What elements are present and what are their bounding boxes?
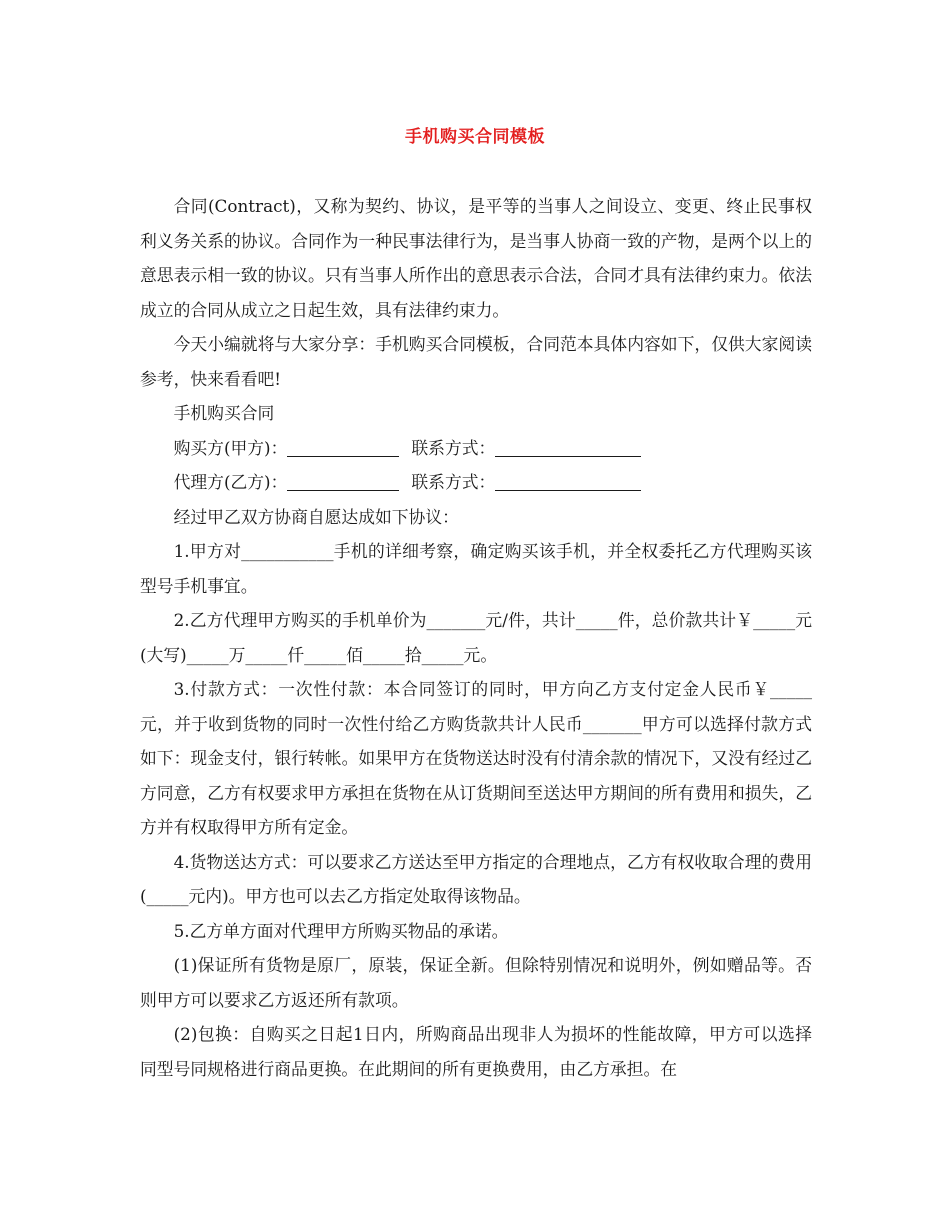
clause-2: 2.乙方代理甲方购买的手机单价为_______元/件，共计_____件，总价款共计￥_____元(大写)_____万_____仟_____佰_____拾_____元。 — [140, 610, 812, 665]
contract-heading: 手机购买合同 — [173, 403, 275, 423]
agent-contact-label: 联系方式： — [411, 472, 496, 492]
clause-1: 1.甲方对___________手机的详细考察，确定购买该手机，并全权委托乙方代理购买该型号手机事宜。 — [140, 541, 812, 596]
clause-5-item-1: (1)保证所有货物是原厂，原装，保证全新。但除特别情况和说明外，例如赠品等。否则甲方可以要求乙方返还所有款项。 — [140, 955, 812, 1010]
clause-4: 4.货物送达方式：可以要求乙方送达至甲方指定的合理地点，乙方有权收取合理的费用(_____元内)。甲方也可以去乙方指定处取得该物品。 — [140, 851, 812, 906]
document-body — [140, 189, 812, 1086]
intro-paragraph-1: 合同(Contract)，又称为契约、协议，是平等的当事人之间设立、变更、终止民事权利义务关系的协议。合同作为一种民事法律行为，是当事人协商一致的产物，是两个以上的意思表示相一致的协议。只有当事人所作出的意思表示合法，合同才具有法律约束力。依法成立的合同从成立之日起生效，具有法律约束力。 — [140, 196, 812, 320]
agent-row — [140, 465, 812, 500]
buyer-row — [140, 431, 812, 466]
clause-5-item-2: (2)包换：自购买之日起1日内，所购商品出现非人为损坏的性能故障，甲方可以选择同型号同规格进行商品更换。在此期间的所有更换费用，由乙方承担。在 — [140, 1024, 812, 1079]
clause-5: 5.乙方单方面对代理甲方所购买物品的承诺。 — [173, 920, 509, 941]
intro-paragraph-2: 今天小编就将与大家分享：手机购买合同模板，合同范本具体内容如下，仅供大家阅读参考，快来看看吧! — [140, 334, 812, 389]
buyer-contact-blank — [495, 438, 641, 457]
buyer-label: 购买方(甲方)： — [173, 437, 288, 458]
buyer-contact-label: 联系方式： — [411, 437, 496, 458]
agent-contact-blank — [495, 472, 641, 491]
agent-name-blank — [287, 472, 399, 491]
agent-label: 代理方(乙方)： — [173, 472, 288, 492]
buyer-name-blank — [287, 438, 399, 457]
document-title: 手机购买合同模板 — [405, 127, 545, 147]
agreement-line: 经过甲乙双方协商自愿达成如下协议： — [173, 506, 459, 527]
clause-3: 3.付款方式：一次性付款：本合同签订的同时，甲方向乙方支付定金人民币￥_____元，并于收到货物的同时一次性付给乙方购货款共计人民币_______甲方可以选择付款方式如下：现金支付，银行转帐。如果甲方在货物送达时没有付清余款的情况下，又没有经过乙方同意，乙方有权要求甲方承担在货物在从订货期间至送达甲方期间的所有费用和损失，乙方并有权取得甲方所有定金。 — [140, 679, 812, 837]
